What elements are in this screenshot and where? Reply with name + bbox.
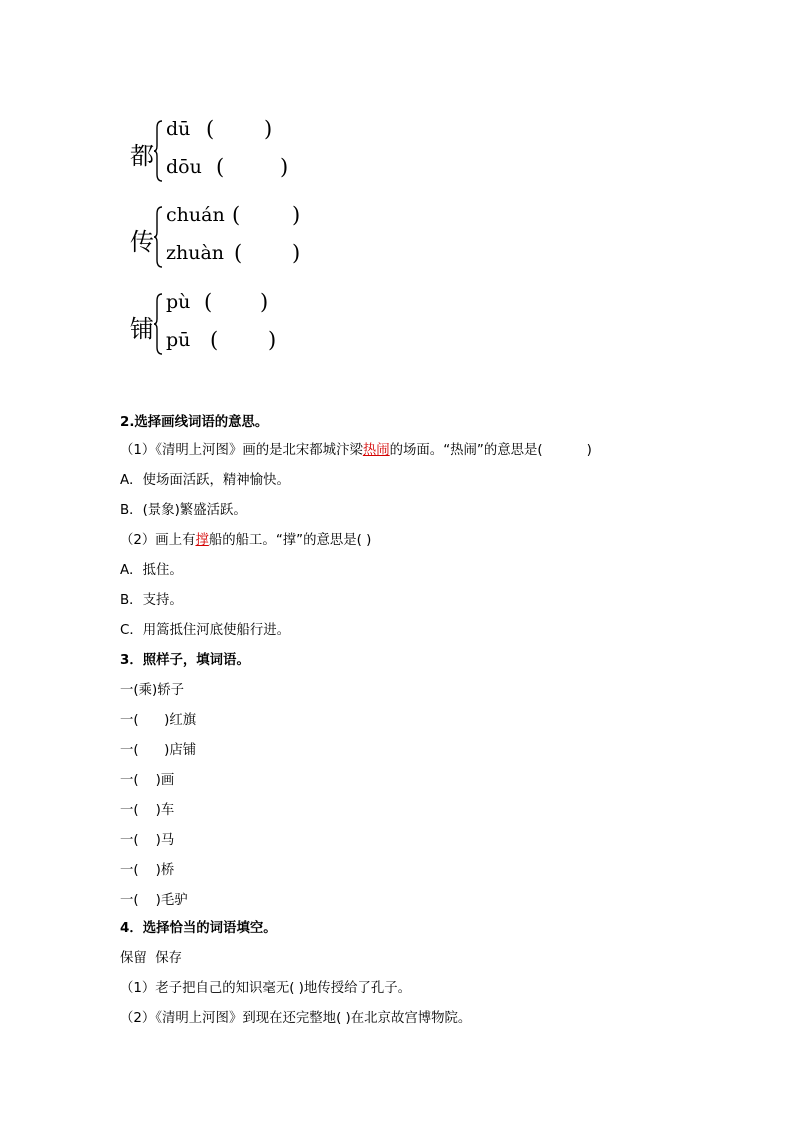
pinyin-reading: chuán — [166, 204, 225, 226]
answer-paren-close: ) — [268, 328, 277, 352]
fill-line: 一( )车 — [120, 803, 175, 818]
pinyin-reading: zhuàn — [166, 242, 225, 264]
answer-paren-open: ( — [234, 241, 243, 265]
fill-line: 一( )店铺 — [120, 743, 197, 758]
fill-line: 一( )毛驴 — [120, 893, 188, 908]
item-text: （1）《清明上河图》画的是北宋都城汴梁 — [120, 443, 363, 458]
question-4-title: 4．选择恰当的词语填空。 — [120, 921, 277, 936]
option-a: A．抵住。 — [120, 563, 183, 578]
answer-paren-close: ) — [292, 241, 301, 265]
item-text: ) — [586, 443, 592, 458]
item-text: （2）画上有 — [120, 533, 196, 548]
option-b: B．支持。 — [120, 593, 183, 608]
question-3-title: 3．照样子，填词语。 — [120, 653, 250, 668]
fill-line: 一( )马 — [120, 833, 175, 848]
pinyin-group — [120, 287, 320, 367]
answer-paren-close: ) — [260, 290, 269, 314]
pinyin-group — [120, 114, 320, 194]
pinyin-char: 铺 — [130, 315, 154, 343]
brace-icon — [154, 293, 163, 355]
answer-paren-open: ( — [232, 203, 241, 227]
underlined-word: 撑 — [195, 533, 209, 548]
underlined-word: 热闹 — [362, 443, 390, 458]
answer-paren-open: ( — [216, 155, 225, 179]
answer-paren-open: ( — [204, 290, 213, 314]
fill-line: 一(乘)轿子 — [120, 683, 185, 698]
fill-line: 一( )桥 — [120, 863, 175, 878]
question-2-item-1 — [120, 442, 592, 460]
pinyin-reading: pù — [166, 291, 191, 313]
item-text: 的场面。“热闹”的意思是( — [389, 443, 543, 458]
item-text: 船的船工。“撑”的意思是( ) — [208, 533, 372, 548]
question-4-item-2: （2）《清明上河图》到现在还完整地( )在北京故宫博物院。 — [120, 1011, 472, 1026]
brace-icon — [154, 206, 163, 268]
pinyin-figure — [120, 100, 320, 390]
pinyin-char: 传 — [130, 228, 154, 256]
answer-paren-open: ( — [206, 117, 215, 141]
pinyin-char: 都 — [130, 142, 154, 170]
option-b: B．(景象)繁盛活跃。 — [120, 503, 247, 518]
answer-paren-close: ) — [292, 203, 301, 227]
question-2-item-2 — [120, 532, 371, 550]
pinyin-reading: pū — [166, 329, 191, 351]
fill-line: 一( )画 — [120, 773, 175, 788]
option-c: C．用篙抵住河底使船行进。 — [120, 623, 291, 638]
brace-icon — [154, 120, 163, 182]
pinyin-group — [120, 200, 320, 280]
question-4-item-1: （1）老子把自己的知识毫无( )地传授给了孔子。 — [120, 981, 412, 996]
fill-line: 一( )红旗 — [120, 713, 197, 728]
word-options: 保留 保存 — [120, 951, 183, 966]
answer-paren-open: ( — [210, 328, 219, 352]
pinyin-reading: dū — [166, 118, 191, 140]
answer-paren-close: ) — [280, 155, 289, 179]
answer-paren-close: ) — [264, 117, 273, 141]
option-a: A．使场面活跃，精神愉快。 — [120, 473, 290, 488]
pinyin-reading: dōu — [166, 156, 202, 178]
question-2-title: 2.选择画线词语的意思。 — [120, 415, 269, 430]
